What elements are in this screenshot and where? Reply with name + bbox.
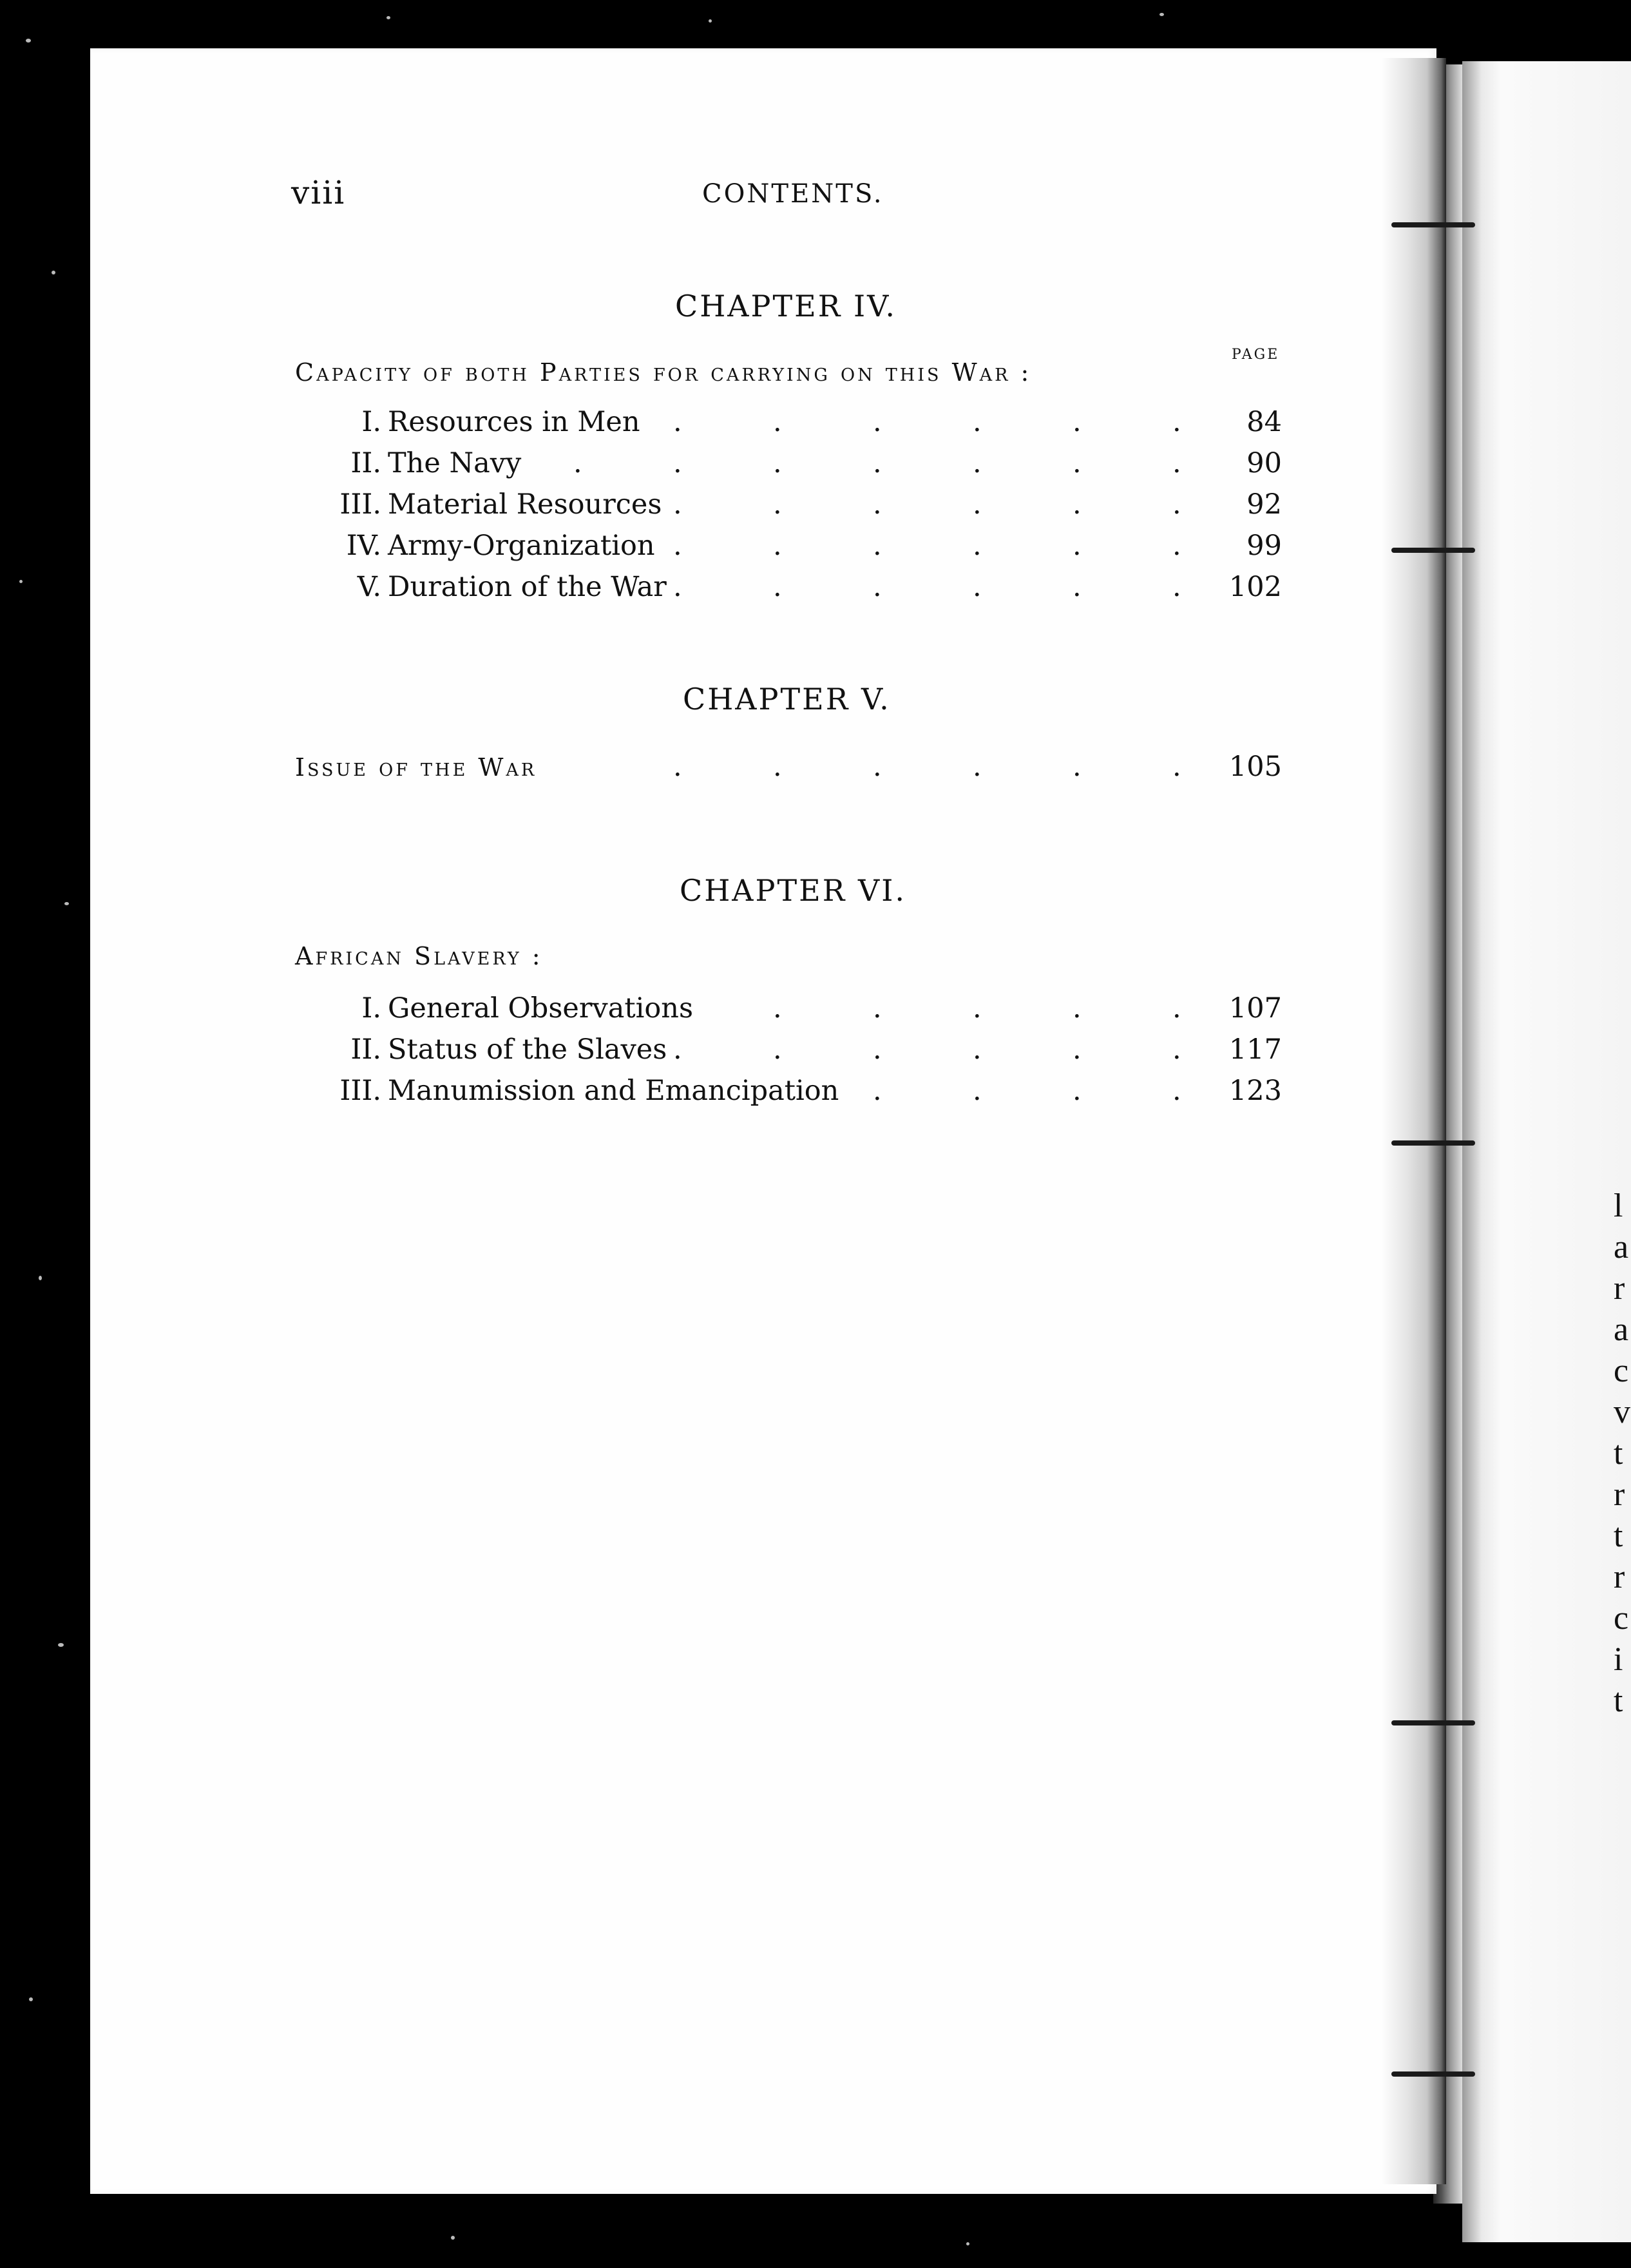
toc-entry-title: Status of the Slaves [388, 1033, 667, 1066]
dot-leaders: . . . . . . [673, 488, 1181, 521]
scan-speck [26, 39, 31, 43]
toc-entry-title: Material Resources [388, 488, 662, 521]
toc-entry-title: Army-Organization [388, 530, 655, 562]
section-title: African Slavery : [295, 942, 543, 970]
dot-leaders: . . . . . . [673, 751, 1181, 783]
toc-entry-page: 92 [1246, 488, 1282, 521]
section-title: Capacity of both Parties for carrying on this War : [295, 358, 1032, 387]
scan-speck [29, 1997, 33, 2001]
dot-leaders: . . . . . . [673, 406, 1181, 438]
toc-entry-page: 99 [1246, 530, 1282, 562]
page-column-label: PAGE [1232, 347, 1280, 363]
toc-entry-page: 102 [1228, 571, 1282, 603]
toc-entry-page: 105 [1228, 751, 1282, 783]
scan-speck [709, 19, 712, 23]
scan-speck [58, 1643, 64, 1647]
page-gutter-shadow [1382, 58, 1446, 2184]
dot-leaders: . . . . . [773, 992, 1181, 1024]
toc-entry [0, 488, 1631, 530]
toc-entry-page: 90 [1246, 447, 1282, 479]
binding-stitch [1391, 222, 1475, 227]
dot-leaders: . . . . [873, 1075, 1181, 1107]
toc-entry-number: V. [357, 571, 381, 603]
page-number: viii [291, 174, 346, 211]
dot-leaders: . . . . . . [673, 1033, 1181, 1066]
scan-speck [64, 902, 69, 905]
chapter-heading: CHAPTER V. [683, 682, 891, 716]
scan-speck [386, 16, 390, 19]
toc-entry [0, 751, 1631, 792]
toc-entry-number: II. [350, 447, 381, 479]
toc-entry [0, 406, 1631, 447]
chapter-heading: CHAPTER IV. [675, 289, 897, 323]
toc-entry [0, 1075, 1631, 1116]
page-header [0, 174, 1631, 219]
toc-entry-number: I. [361, 992, 381, 1024]
scan-speck [52, 271, 55, 274]
toc-entry-number: I. [361, 406, 381, 438]
binding-stitch [1391, 1720, 1475, 1725]
dot-leaders: . . . . . . . [573, 447, 1181, 479]
toc-entry-number: IV. [346, 530, 381, 562]
binding-stitch [1391, 2071, 1475, 2077]
chapter-heading: CHAPTER VI. [680, 873, 907, 908]
scan-speck [39, 1276, 42, 1280]
toc-entry-page: 117 [1228, 1033, 1282, 1066]
dot-leaders: . . . . . . [673, 571, 1181, 603]
toc-entry-title: General Observations [388, 992, 694, 1024]
dot-leaders: . . . . . . [673, 530, 1181, 562]
toc-entry-title: Manumission and Emancipation [388, 1075, 839, 1107]
toc-entry [0, 447, 1631, 488]
scan-speck [966, 2242, 969, 2245]
scan-speck [451, 2236, 455, 2240]
facing-page-text: l a r a c v t r t r c i t [1614, 1187, 1630, 1719]
toc-entry-title: The Navy [388, 447, 522, 479]
toc-entry-number: III. [339, 488, 381, 521]
facing-page [1462, 61, 1631, 2242]
toc-entry-number: III. [339, 1075, 381, 1107]
binding-stitch [1391, 1140, 1475, 1146]
toc-entry-title: Duration of the War [388, 571, 667, 603]
toc-entry [0, 571, 1631, 612]
toc-entry-page: 123 [1228, 1075, 1282, 1107]
toc-entry [0, 992, 1631, 1033]
toc-entry [0, 530, 1631, 571]
toc-entry-page: 107 [1228, 992, 1282, 1024]
section-title: Issue of the War [295, 753, 537, 782]
toc-entry-title: Resources in Men [388, 406, 640, 438]
toc-entry-page: 84 [1246, 406, 1282, 438]
scan-speck [1159, 13, 1164, 16]
toc-entry [0, 1033, 1631, 1075]
running-head: CONTENTS. [702, 179, 884, 209]
toc-entry-number: II. [350, 1033, 381, 1066]
